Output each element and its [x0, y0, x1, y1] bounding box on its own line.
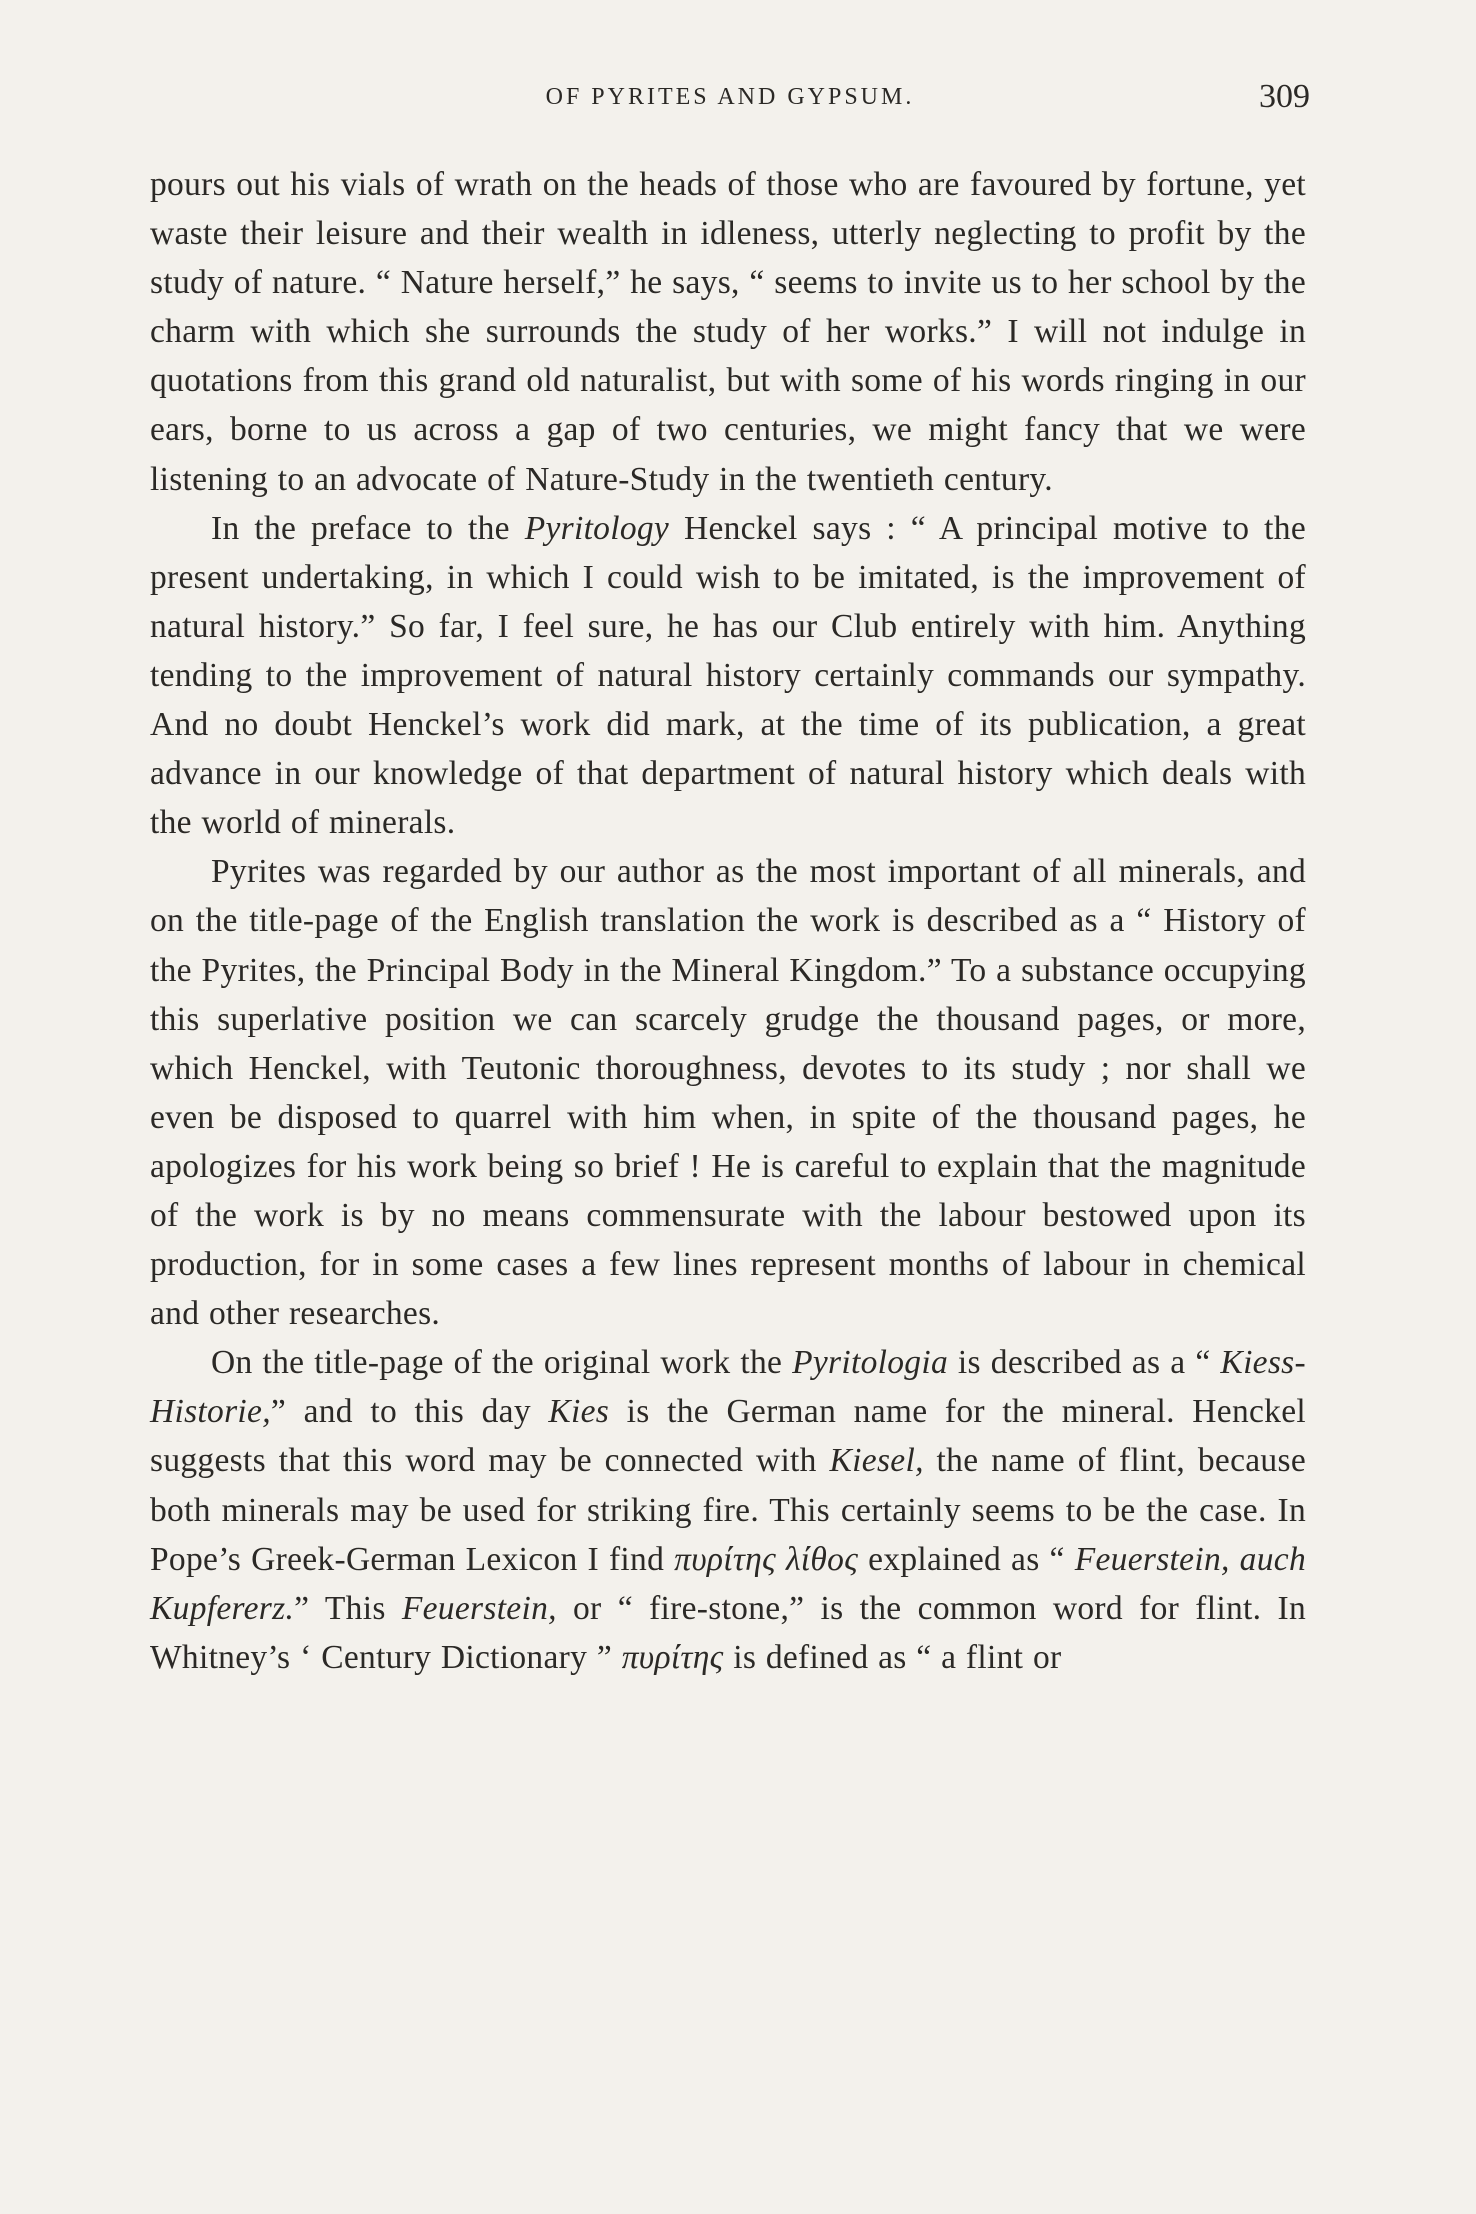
paragraph-3 [150, 847, 1306, 1338]
text-run: or “ fire-stone,” is the common word for flint. In Whitney’s ‘ Century Dictionary ” [150, 1589, 1307, 1676]
text-run: pours out his vials of wrath on the heads of those who are favoured by fortune, yet waste their leisure and their wealth in idleness, utterly neglecting to profit by the study of nature. “ Nature herself,” he says, “ seems to invite us to her school by the charm with which she surrounds the study of her works.” I will not indulge in quotations from this grand old naturalist, but with some of his words ringing in our ears, borne to us across a gap of two centuries, we might fancy that we were listening to an advocate of Nature-Study in the twentieth century. [150, 166, 1306, 498]
italic-text-run: Pyritologia [792, 1344, 948, 1382]
text-run: is the German name for the mineral. Henckel suggests that this word may be connected with [150, 1393, 1306, 1480]
text-run: In the preface to the [211, 509, 525, 547]
text-run: ” and to this day [270, 1393, 549, 1431]
italic-text-run: Kies [548, 1393, 610, 1431]
text-run: the name of flint, because both minerals may be used for striking fire. This certainly seems to be the case. In Pope’s Greek-German Lexicon I find [150, 1442, 1306, 1578]
italic-text-run: Kiess-Historie, [150, 1344, 1306, 1431]
text-run: Henckel says : “ A principal motive to the present undertaking, in which I could wish to be imitated, is the improvement of natural history.” So far, I feel sure, he has our Club entirely with him. Anything tending to the improvement of natural history certainly commands our sympathy. And no doubt Henckel’s work did mark, at the time of its publication, a great advance in our knowledge of that department of natural history which deals with the world of minerals. [150, 509, 1306, 842]
text-run: Pyrites was regarded by our author as the most important of all minerals, and on the title-page of the English translation the work is described as a “ History of the Pyrites, the Principal Body in the Mineral Kingdom.” To a substance occupying this superlative position we can scarcely grudge the thousand pages, or more, which Henckel, with Teutonic thoroughness, devotes to its study ; nor shall we even be disposed to quarrel with him when, in spite of the thousand pages, he apologizes for his work being so brief ! He is careful to explain that the magnitude of the work is by no means commensurate with the labour bestowed upon its production, for in some cases a few lines represent months of labour in chemical and other researches. [150, 853, 1306, 1333]
text-run: is defined as “ a flint or [723, 1638, 1062, 1676]
text-run: is described as a “ [948, 1344, 1221, 1382]
italic-text-run: Feuerstein, [401, 1589, 557, 1627]
paragraph-2 [150, 504, 1306, 848]
text-run: On the title-page of the original work the [211, 1344, 793, 1382]
italic-text-run: Feuerstein, auch Kupfererz. [150, 1540, 1306, 1627]
body-text [150, 160, 1306, 1682]
italic-text-run: Pyritology [524, 509, 670, 547]
paragraph-1 [150, 160, 1306, 504]
italic-text-run: πυρίτης λίθος [674, 1540, 859, 1578]
page-number: 309 [1259, 78, 1310, 115]
paragraph-4 [150, 1338, 1306, 1682]
running-title: OF PYRITES AND GYPSUM. [545, 84, 915, 110]
running-head [150, 78, 1310, 118]
text-run: ” This [294, 1589, 402, 1627]
italic-text-run: Kiesel, [829, 1442, 924, 1480]
text-run: explained as “ [858, 1540, 1075, 1578]
italic-text-run: πυρίτης [621, 1638, 724, 1676]
